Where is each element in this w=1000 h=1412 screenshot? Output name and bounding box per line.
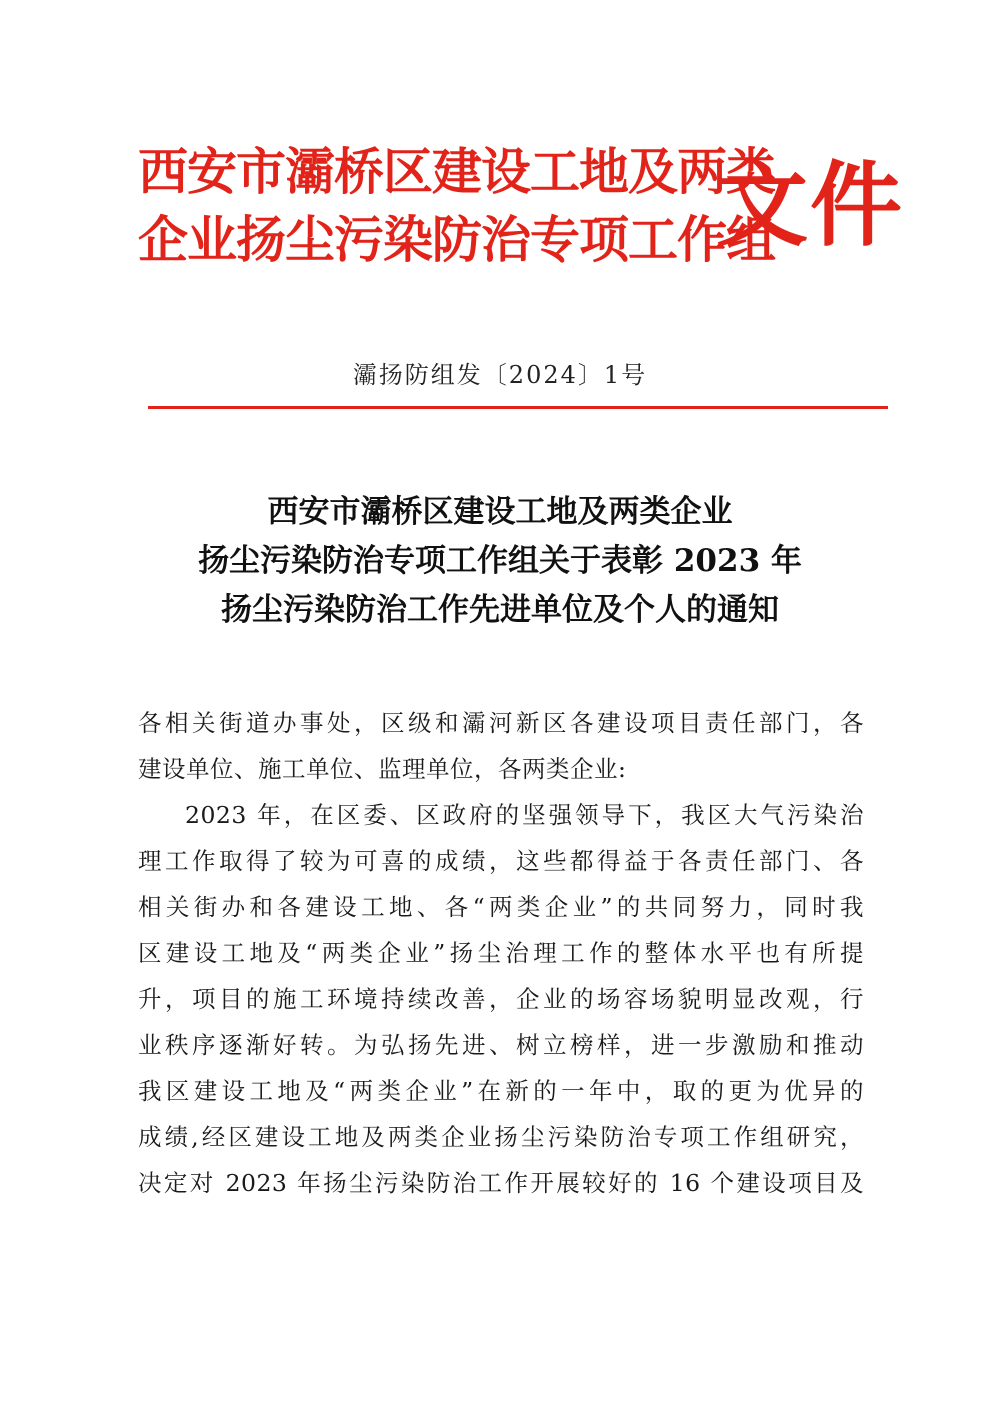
body-line: 决定对 2023 年扬尘污染防治工作开展较好的 16 个建设项目及	[138, 1169, 864, 1197]
body-line-salutation-2: 建设单位、施工单位、监理单位，各两类企业:	[138, 755, 627, 783]
body-line-salutation-1: 各相关街道办事处，区级和灞河新区各建设项目责任部门，各	[138, 709, 864, 737]
body-line: 相关街办和各建设工地、各“两类企业”的共同努力，同时我	[138, 893, 864, 921]
body-line: 区建设工地及“两类企业”扬尘治理工作的整体水平也有所提	[138, 939, 864, 967]
body-line: 升，项目的施工环境持续改善，企业的场容场貌明显改观，行	[138, 985, 864, 1013]
title-line-2: 扬尘污染防治专项工作组关于表彰 2023 年	[198, 543, 802, 579]
document-number: 灞扬防组发〔2024〕1号	[352, 361, 648, 389]
masthead-org-line-2: 企业扬尘污染防治专项工作组	[138, 210, 775, 269]
document-body	[138, 700, 864, 1206]
document-title	[100, 488, 900, 635]
body-line: 成绩,经区建设工地及两类企业扬尘污染防治专项工作组研究，	[138, 1123, 864, 1151]
masthead-document-suffix: 文件	[716, 151, 905, 259]
body-line-paragraph-start: 2023 年，在区委、区政府的坚强领导下，我区大气污染治	[185, 801, 864, 829]
title-line-3: 扬尘污染防治工作先进单位及个人的通知	[221, 592, 779, 628]
red-masthead	[138, 130, 905, 280]
body-line: 我区建设工地及“两类企业”在新的一年中，取的更为优异的	[138, 1077, 864, 1105]
red-divider-rule	[148, 406, 888, 409]
body-line: 业秩序逐渐好转。为弘扬先进、树立榜样，进一步激励和推动	[138, 1031, 864, 1059]
title-line-1: 西安市灞桥区建设工地及两类企业	[267, 494, 733, 530]
masthead-org-line-1: 西安市灞桥区建设工地及两类	[138, 142, 775, 201]
body-line: 理工作取得了较为可喜的成绩，这些都得益于各责任部门、各	[138, 847, 864, 875]
